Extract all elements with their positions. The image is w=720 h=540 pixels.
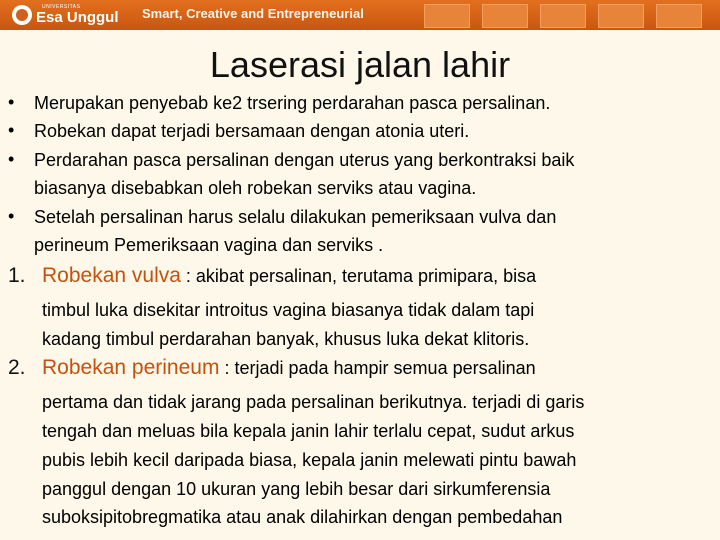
- item-term: Robekan vulva: [42, 264, 181, 287]
- logo-emblem-icon: [12, 5, 32, 25]
- item-heading: [42, 356, 536, 380]
- item-number: 1.: [8, 264, 26, 287]
- item-line: panggul dengan 10 ukuran yang lebih besar dari sirkumferensia: [42, 479, 551, 499]
- logo-small-text: UNIVERSITAS: [42, 4, 81, 10]
- header-decor-box: [540, 4, 586, 28]
- bullet-text: biasanya disebabkan oleh robekan serviks atau vagina.: [34, 178, 477, 198]
- bullet-dot-icon: •: [8, 149, 15, 169]
- bullet-dot-icon: •: [8, 206, 15, 226]
- header-decor-box: [598, 4, 644, 28]
- item-line: suboksipitobregmatika atau anak dilahirkan dengan pembedahan: [42, 507, 563, 527]
- item-term: Robekan perineum: [42, 356, 220, 379]
- bullet-text: Robekan dapat terjadi bersamaan dengan atonia uteri.: [34, 121, 470, 141]
- header-decor-box: [482, 4, 528, 28]
- item-line: tengah dan meluas bila kepala janin lahir terlalu cepat, sudut arkus: [42, 421, 575, 441]
- bullet-text: Perdarahan pasca persalinan dengan uterus yang berkontraksi baik: [34, 150, 575, 170]
- bullet-dot-icon: •: [8, 92, 15, 112]
- bullet-dot-icon: •: [8, 120, 15, 140]
- item-number: 2.: [8, 356, 26, 379]
- logo-text: Esa Unggul: [36, 8, 119, 26]
- bullet-text: Merupakan penyebab ke2 trsering perdarahan pasca persalinan.: [34, 93, 551, 113]
- slide-title: Laserasi jalan lahir: [209, 44, 511, 85]
- bullet-text: Setelah persalinan harus selalu dilakukan pemeriksaan vulva dan: [34, 207, 557, 227]
- item-heading: [42, 264, 536, 288]
- item-heading-text: : terjadi pada hampir semua persalinan: [219, 358, 536, 378]
- university-logo: [12, 4, 119, 26]
- item-line: pubis lebih kecil daripada biasa, kepala janin melewati pintu bawah: [42, 450, 577, 470]
- header-bar: [0, 0, 720, 30]
- tagline: Smart, Creative and Entrepreneurial: [142, 6, 364, 21]
- item-heading-text: : akibat persalinan, terutama primipara, bisa: [180, 266, 537, 286]
- bullet-text: perineum Pemeriksaan vagina dan serviks .: [34, 235, 384, 255]
- item-line: pertama dan tidak jarang pada persalinan berikutnya. terjadi di garis: [42, 392, 585, 412]
- item-line: kadang timbul perdarahan banyak, khusus luka dekat klitoris.: [42, 329, 530, 349]
- header-decor-box: [656, 4, 702, 28]
- item-line: timbul luka disekitar introitus vagina biasanya tidak dalam tapi: [42, 300, 535, 320]
- header-decor-box: [424, 4, 470, 28]
